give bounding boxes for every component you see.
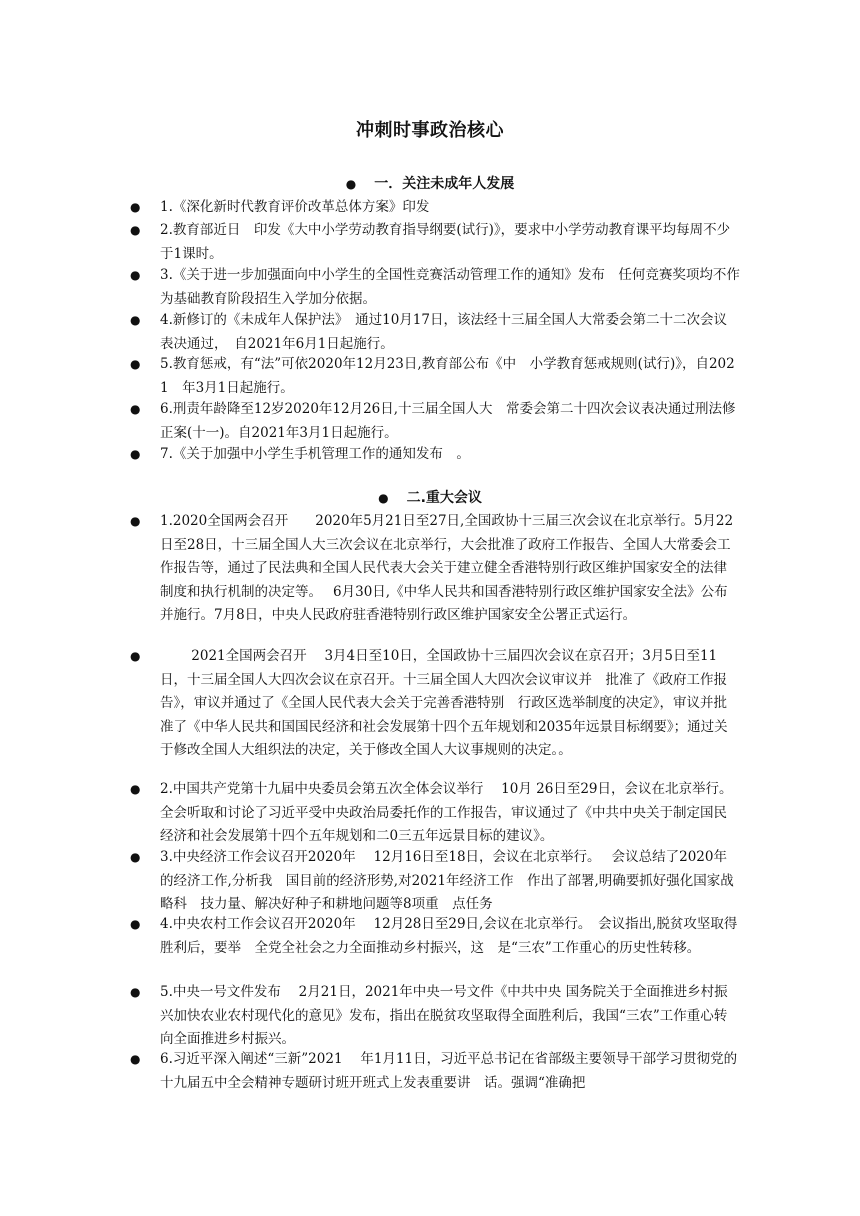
- list-item: [130, 264, 740, 311]
- bullet-icon: ●: [130, 985, 141, 999]
- list-item: [130, 353, 740, 400]
- bullet-icon: ●: [130, 514, 141, 528]
- list-item-text: 5.中央一号文件发布 2月21日，2021年中央一号文件《中共中央 国务院关于全面推进乡村振兴加快农业农村现代化的意见》发布，指出在脱贫攻坚取得全面胜利后，我国“三农”工作重心转向全面推进乡村振兴。: [160, 984, 728, 1048]
- list-item: [130, 645, 740, 763]
- bullet-icon: ●: [345, 177, 357, 191]
- bullet-icon: ●: [130, 447, 141, 461]
- list-item: [130, 778, 740, 849]
- bullet-icon: ●: [130, 402, 141, 416]
- list-item: [130, 219, 740, 266]
- list-item-text: 2021全国两会召开 3月4日至10日，全国政协十三届四次会议在京召开；3月5日至11日，十三届全国人大四次会议在京召开。十三届全国人大四次会议审议并 批准了《政府工作报告》，审议并通过了《全国人民代表大会关于完善香港特别 行政区选举制度的决定》，审议并批准了《中华人民共和国国民经济和社会发展第十四个五年规划和2035年远景目标纲要》；通过关于修改全国人大组织法的决定，关于修改全国人大议事规则的决定。。: [160, 648, 728, 759]
- section-heading-text: 一．关注未成年人发展: [374, 176, 515, 192]
- list-item: [130, 1048, 740, 1095]
- bullet-icon: ●: [130, 268, 141, 282]
- list-item: [130, 913, 740, 960]
- list-item: [130, 846, 740, 917]
- section-heading-text: 二.重大会议: [406, 490, 482, 506]
- list-item-text: 4.新修订的《未成年人保护法》 通过10月17日，该法经十三届全国人大常委会第二十二次会议表决通过， 自2021年6月1日起施行。: [160, 312, 727, 352]
- list-item-text: 6.刑责年龄降至12岁2020年12月26日,十三届全国人大 常委会第二十四次会议表决通过刑法修 正案(十一)。自2021年3月1日起施行。: [160, 401, 750, 441]
- list-item: [130, 196, 740, 220]
- section-heading-meetings: [0, 487, 860, 509]
- bullet-icon: ●: [130, 917, 141, 931]
- list-item: [130, 443, 740, 467]
- list-item: [130, 398, 750, 445]
- list-item-text: 5.教育惩戒，有“法”可依2020年12月23日,教育部公布《中 小学教育惩戒规则(试行)》，自2021 年3月1日起施行。: [160, 356, 735, 396]
- bullet-icon: ●: [378, 491, 389, 505]
- bullet-icon: ●: [130, 649, 141, 663]
- bullet-icon: ●: [130, 313, 141, 327]
- list-item: [130, 510, 740, 628]
- list-item-text: 7.《关于加强中小学生手机管理工作的通知发布 。: [160, 446, 470, 462]
- bullet-icon: ●: [130, 223, 141, 237]
- bullet-icon: ●: [130, 782, 141, 796]
- list-item-text: 2.教育部近日 印发《大中小学劳动教育指导纲要(试行)》，要求中小学劳动教育课平均每周不少于1课时。: [160, 222, 731, 262]
- list-item: [130, 981, 740, 1052]
- bullet-icon: ●: [130, 1052, 141, 1066]
- list-item: [130, 309, 740, 356]
- list-item-text: 4.中央农村工作会议召开2020年 12月28日至29日,会议在北京举行。 会议指出,脱贫攻坚取得胜利后，要举 全党全社会之力全面推动乡村振兴，这 是“三农”工作重心的历史性转移。: [160, 916, 738, 956]
- bullet-icon: ●: [130, 200, 141, 214]
- list-item-text: 3.中央经济工作会议召开2020年 12月16日至18日，会议在北京举行。 会议总结了2020年的经济工作,分析我 国目前的经济形势,对2021年经济工作 作出了部署,明确要抓好强化国家战略科 技力量、解决好种子和耕地问题等8项重 点任务: [160, 849, 734, 913]
- list-item-text: 6.习近平深入阐述“三新”2021 年1月11日，习近平总书记在省部级主要领导干部学习贯彻党的十九届五中全会精神专题研讨班开班式上发表重要讲 话。强调“准确把: [160, 1051, 738, 1091]
- list-item-text: 1.2020全国两会召开 2020年5月21日至27日,全国政协十三届三次会议在北京举行。5月22日至28日，十三届全国人大三次会议在北京举行，大会批准了政府工作报告、全国人大常委会工作报告等，通过了民法典和全国人民代表大会关于建立健全香港特别行政区维护国家安全的法律制度和执行机制的决定等。 6月30日,《中华人民共和国香港特别行政区维护国家安全法》公布并施行。7月8日，中央人民政府驻香港特别行政区维护国家安全公署正式运行。: [160, 513, 734, 624]
- bullet-icon: ●: [130, 357, 141, 371]
- list-item-text: 3.《关于进一步加强面向中小学生的全国性竞赛活动管理工作的通知》发布 任何竞赛奖项均不作为基础教育阶段招生入学加分依据。: [160, 267, 740, 307]
- bullet-icon: ●: [130, 850, 141, 864]
- list-item-text: 1.《深化新时代教育评价改革总体方案》印发: [160, 199, 430, 215]
- document-title: 冲刺时事政治核心: [356, 120, 504, 141]
- list-item-text: 2.中国共产党第十九届中央委员会第五次全体会议举行 10月 26日至29日，会议在北京举行。全会听取和讨论了习近平受中央政治局委托作的工作报告，审议通过了《中共中央关于制定国民经济和社会发展第十四个五年规划和二0三五年远景目标的建议》。: [160, 781, 733, 845]
- section-heading-minors: [0, 173, 860, 195]
